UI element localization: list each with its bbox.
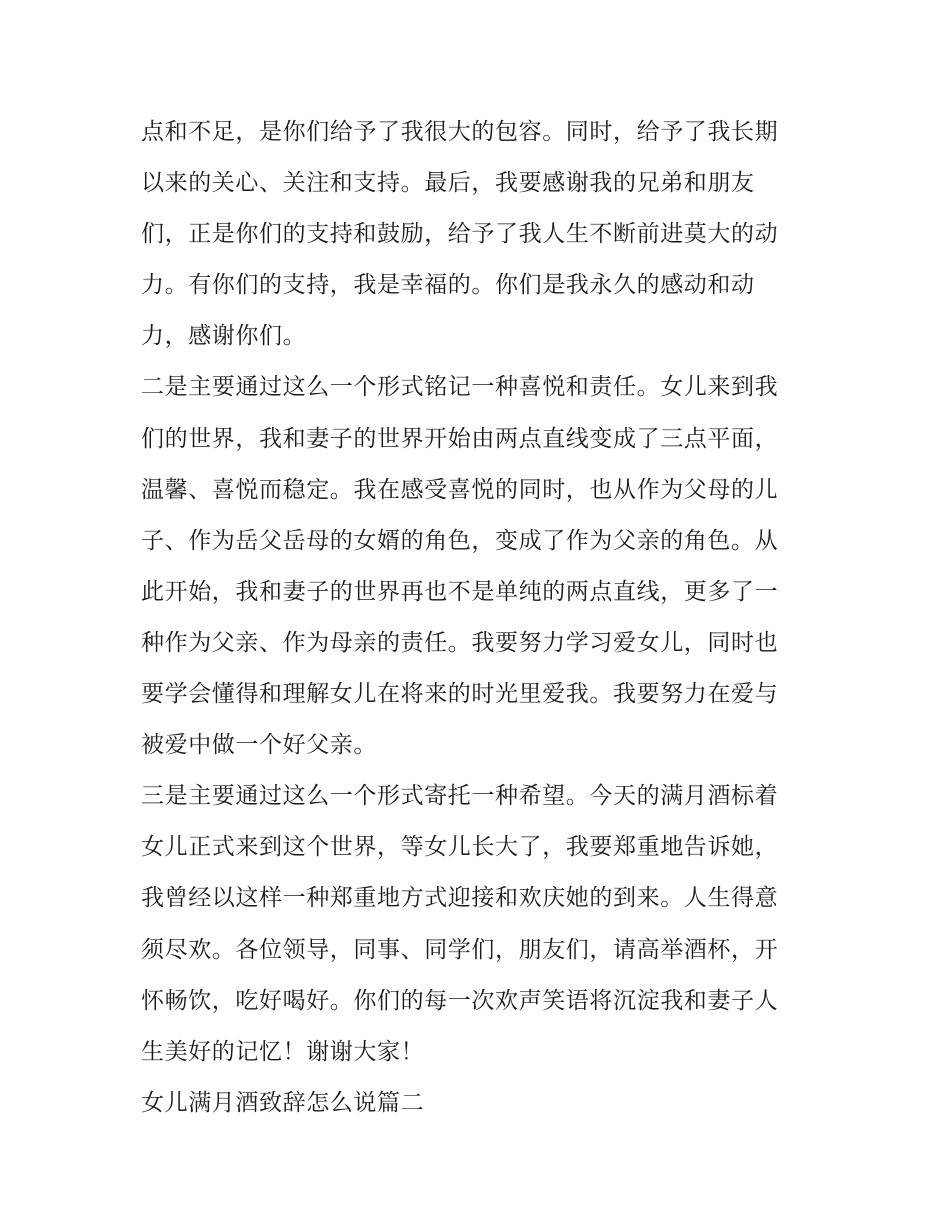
text-line: 以来的关心、关注和支持。最后，我要感谢我的兄弟和朋友 <box>141 170 755 197</box>
text-line: 二是主要通过这么一个形式铭记一种喜悦和责任。女儿来到我 <box>141 374 779 401</box>
text-line: 生美好的记忆！谢谢大家！ <box>141 1038 425 1065</box>
text-line: 子、作为岳父岳母的女婿的角色，变成了作为父亲的角色。从 <box>141 527 779 554</box>
text-line: 女儿正式来到这个世界，等女儿长大了，我要郑重地告诉她， <box>141 834 779 861</box>
text-line: 种作为父亲、作为母亲的责任。我要努力学习爱女儿，同时也 <box>141 629 779 656</box>
text-line: 们，正是你们的支持和鼓励，给予了我人生不断前进莫大的动 <box>141 221 779 248</box>
text-line: 们的世界，我和妻子的世界开始由两点直线变成了三点平面， <box>141 425 779 452</box>
text-line: 要学会懂得和理解女儿在将来的时光里爱我。我要努力在爱与 <box>141 681 779 708</box>
text-line: 力，感谢你们。 <box>141 323 307 350</box>
section-heading: 女儿满月酒致辞怎么说篇二 <box>141 1089 425 1116</box>
text-line: 须尽欢。各位领导，同事、同学们，朋友们，请高举酒杯，开 <box>141 936 779 963</box>
text-line: 三是主要通过这么一个形式寄托一种希望。今天的满月酒标着 <box>141 783 779 810</box>
text-line: 被爱中做一个好父亲。 <box>141 732 377 759</box>
text-line: 点和不足，是你们给予了我很大的包容。同时，给予了我长期 <box>141 119 779 145</box>
text-line: 我曾经以这样一种郑重地方式迎接和欢庆她的到来。人生得意 <box>141 885 779 912</box>
text-line: 力。有你们的支持，我是幸福的。你们是我永久的感动和动 <box>141 272 755 299</box>
text-line: 温馨、喜悦而稳定。我在感受喜悦的同时，也从作为父母的儿 <box>141 476 779 503</box>
text-line: 此开始，我和妻子的世界再也不是单纯的两点直线，更多了一 <box>141 578 779 605</box>
document-body <box>141 107 813 1129</box>
text-line: 怀畅饮，吃好喝好。你们的每一次欢声笑语将沉淀我和妻子人 <box>141 987 779 1014</box>
